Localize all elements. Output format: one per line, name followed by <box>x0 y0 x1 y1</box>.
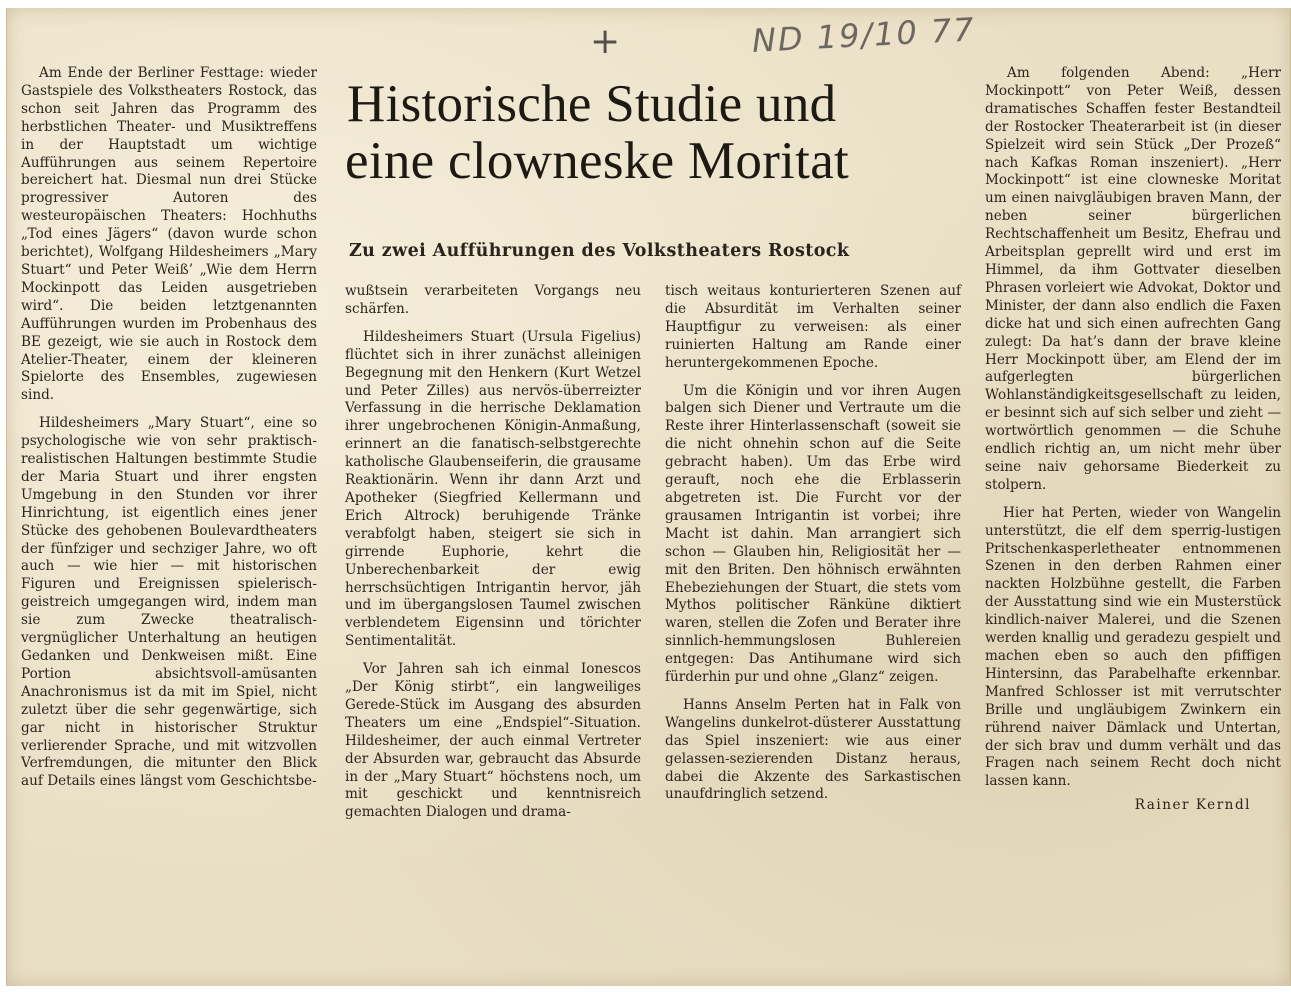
column-2-paragraph-1: wußtsein verarbeiteten Vorgangs neu schärfen. <box>345 283 641 317</box>
text-column-4 <box>985 65 1281 815</box>
column-4-paragraph-2: Hier hat Perten, wieder von Wangelin unterstützt, die elf dem sperrig-lustigen Pritschenkasperletheater entnommenen Szenen in den derben Rahmen einer nackten Holzbühne gestellt, die Farben der Ausstattung sind wie ein Musterstück kindlich-naiver Malerei, und die Szenen werden knallig und geradezu gespielt und machen eben so auch den pfiffigen Hintersinn, das Parabelhafte erkennbar. Manfred Schlosser ist mit verrutschter Brille und ungläubigem Zwinkern ein rührend naiver Dämlack und Untertan, der sich brav und dumm verhält und das Fragen nach seinem Recht doch nicht lassen kann. <box>985 504 1281 790</box>
column-1-paragraph-1: Am Ende der Berliner Festtage: wieder Gastspiele des Volkstheaters Rostock, das schon seit Jahren das Programm des herbstlichen Theater- und Musiktreffens in der Hauptstadt um wichtige Aufführungen aus seinem Repertoire bereichert hat. Diesmal nun drei Stücke progressiver Autoren des westeuropäischen Theaters: Hochhuths „Tod eines Jägers“ (davon wurde schon berichtet), Wolfgang Hildesheimers „Mary Stuart“ und Peter Weiß’ „Wie dem Herrn Mockinpott das Leiden ausgetrieben wird“. Die beiden letztgenannten Aufführungen wurden im Probenhaus des BE gezeigt, wie sie auch in Rostock dem Atelier-Theater, einem der kleineren Spielorte des Ensembles, zugewiesen sind. <box>21 65 317 404</box>
column-3-paragraph-2: Um die Königin und vor ihren Augen balgen sich Diener und Vertraute um die Reste ihrer Hinterlassenschaft (soweit sie die nicht ohnehin schon auf die Seite gebracht haben). Um das Erbe wird gerauft, noch ehe die Erblasserin abgetreten ist. Die Furcht vor der grausamen Intrigantin ist vorbei; ihre Macht ist dahin. Man arrangiert sich schon — Glauben hin, Religiosität her — mit den Briten. Den höhnisch erwähnten Ehebeziehungen der Stuart, die stets vom Mythos politischer Ränküne diktiert waren, stellen die Zofen und Berater ihre sinnlich-hemmungslosen Buhlereien entgegen: Das Antihumane wird sich fürderhin pur und ohne „Glanz“ zeigen. <box>665 382 961 686</box>
article-subheadline: Zu zwei Aufführungen des Volkstheaters Rostock <box>349 241 850 261</box>
column-2-paragraph-3: Vor Jahren sah ich einmal Ionescos „Der König stirbt“, ein langweiliges Gerede-Stück im Ausgang des absurden Theaters um eine „Endspiel“-Situation. Hildesheimer, der auch einmal Vertreter der Absurden war, gebraucht das Absurde in der „Mary Stuart“ höchstens noch, um mit geschickt und kenntnisreich gemachten Dialogen und drama- <box>345 661 641 821</box>
column-3-paragraph-3: Hanns Anselm Perten hat in Falk von Wangelins dunkelrot-düsterer Ausstattung das Spiel inszeniert: wie aus einer gelassen-sezierenden Distanz heraus, dabei die Akzente des Sarkastischen unaufdringlich setzend. <box>665 696 961 803</box>
column-2-paragraph-2: Hildesheimers Stuart (Ursula Figelius) flüchtet sich in ihrer zunächst alleinigen Begegnung mit den Henkern (Kurt Wetzel und Peter Zilles) aus nervös-überreizter Verfassung in die herrische Deklamation ihrer ungebrochenen Königin-Anmaßung, erinnert an die fanatisch-selbstgerechte katholische Glaubenseiferin, die grausame Reaktionärin. Wenn ihr dann Arzt und Apotheker (Siegfried Kellermann und Erich Altrock) beruhigende Tränke verabfolgt haben, steigert sie sich in girrende Euphorie, kehrt die Unberechenbarkeit der ewig herrschsüchtigen Intrigantin hervor, jäh und im übergangslosen Taumel zwischen verblendetem Eigensinn und törichter Sentimentalität. <box>345 328 641 650</box>
article-author: Rainer Kerndl <box>1134 797 1251 814</box>
text-column-1 <box>21 65 317 791</box>
text-column-2 <box>345 283 641 822</box>
column-3-paragraph-1: tisch weitaus konturierteren Szenen auf die Absurdität im Verhalten seiner Hauptfigur zu verweisen: als einer ruinierten Haltung am Rande einer heruntergekommenen Epoche. <box>665 283 961 371</box>
headline-line-1: Historische Studie und <box>347 75 837 133</box>
newspaper-clipping <box>6 8 1291 986</box>
handwritten-archive-note: ND 19/10 77 <box>751 10 977 60</box>
column-4-paragraph-1: Am folgenden Abend: „Herr Mockinpott“ von Peter Weiß, dessen dramatisches Schaffen fester Bestandteil der Rostocker Theaterarbeit ist (in dieser Spielzeit wird sein Stück „Der Prozeß“ nach Kafkas Roman inszeniert). „Herr Mockinpott“ ist eine clowneske Moritat um einen naivgläubigen braven Mann, der neben seiner bürgerlichen Rechtschaffenheit um Besitz, Ehefrau und Arbeitsplan geprellt wird und erst im Himmel, da ihm Gottvater dieselben Phrasen vorleiert wie Advokat, Doktor und Minister, der dann also endlich die Faxen dicke hat und sich einen aufrechten Gang zulegt: Da hat’s dann der brave kleine Herr Mockinpott über, am Elend der im aufgerlegten bürgerlichen Wohlanständigkeitsgesellschaft zu leiden, er besinnt sich auf sich selber und zieht — wortwörtlich genommen — die Schuhe endlich richtig an, um nicht mehr über seine naiv gehorsame Biederkeit zu stolpern. <box>985 65 1281 493</box>
column-1-paragraph-2: Hildesheimers „Mary Stuart“, eine so psychologische wie von sehr praktisch-realistischen Haltungen bestimmte Studie der Maria Stuart und ihrer engsten Umgebung in den Stunden vor ihrer Hinrichtung, ist eigentlich eines jener Stücke des gehobenen Boulevardtheaters der fünfziger und sechziger Jahre, wo oft auch — wie hier — mit historischen Figuren und Ereignissen spielerisch-geistreich umgegangen wird, indem man sie zum Zwecke theatralisch-vergnüglicher Unterhaltung an heutigen Gedanken und Denkweisen mißt. Eine Portion absichtsvoll-amüsanten Anachronismus ist da mit im Spiel, nicht zuletzt über die sehr gegenwärtige, sich gar nicht in historischer Struktur verlierender Sprache, und mit witzvollen Verfremdungen, die mitunter den Blick auf Details eines längst vom Geschichtsbe- <box>21 415 317 790</box>
text-column-3 <box>665 283 961 804</box>
handwritten-plus-mark: + <box>590 21 621 62</box>
headline-line-2: eine clowneske Moritat <box>345 132 850 190</box>
article-headline <box>345 76 965 190</box>
